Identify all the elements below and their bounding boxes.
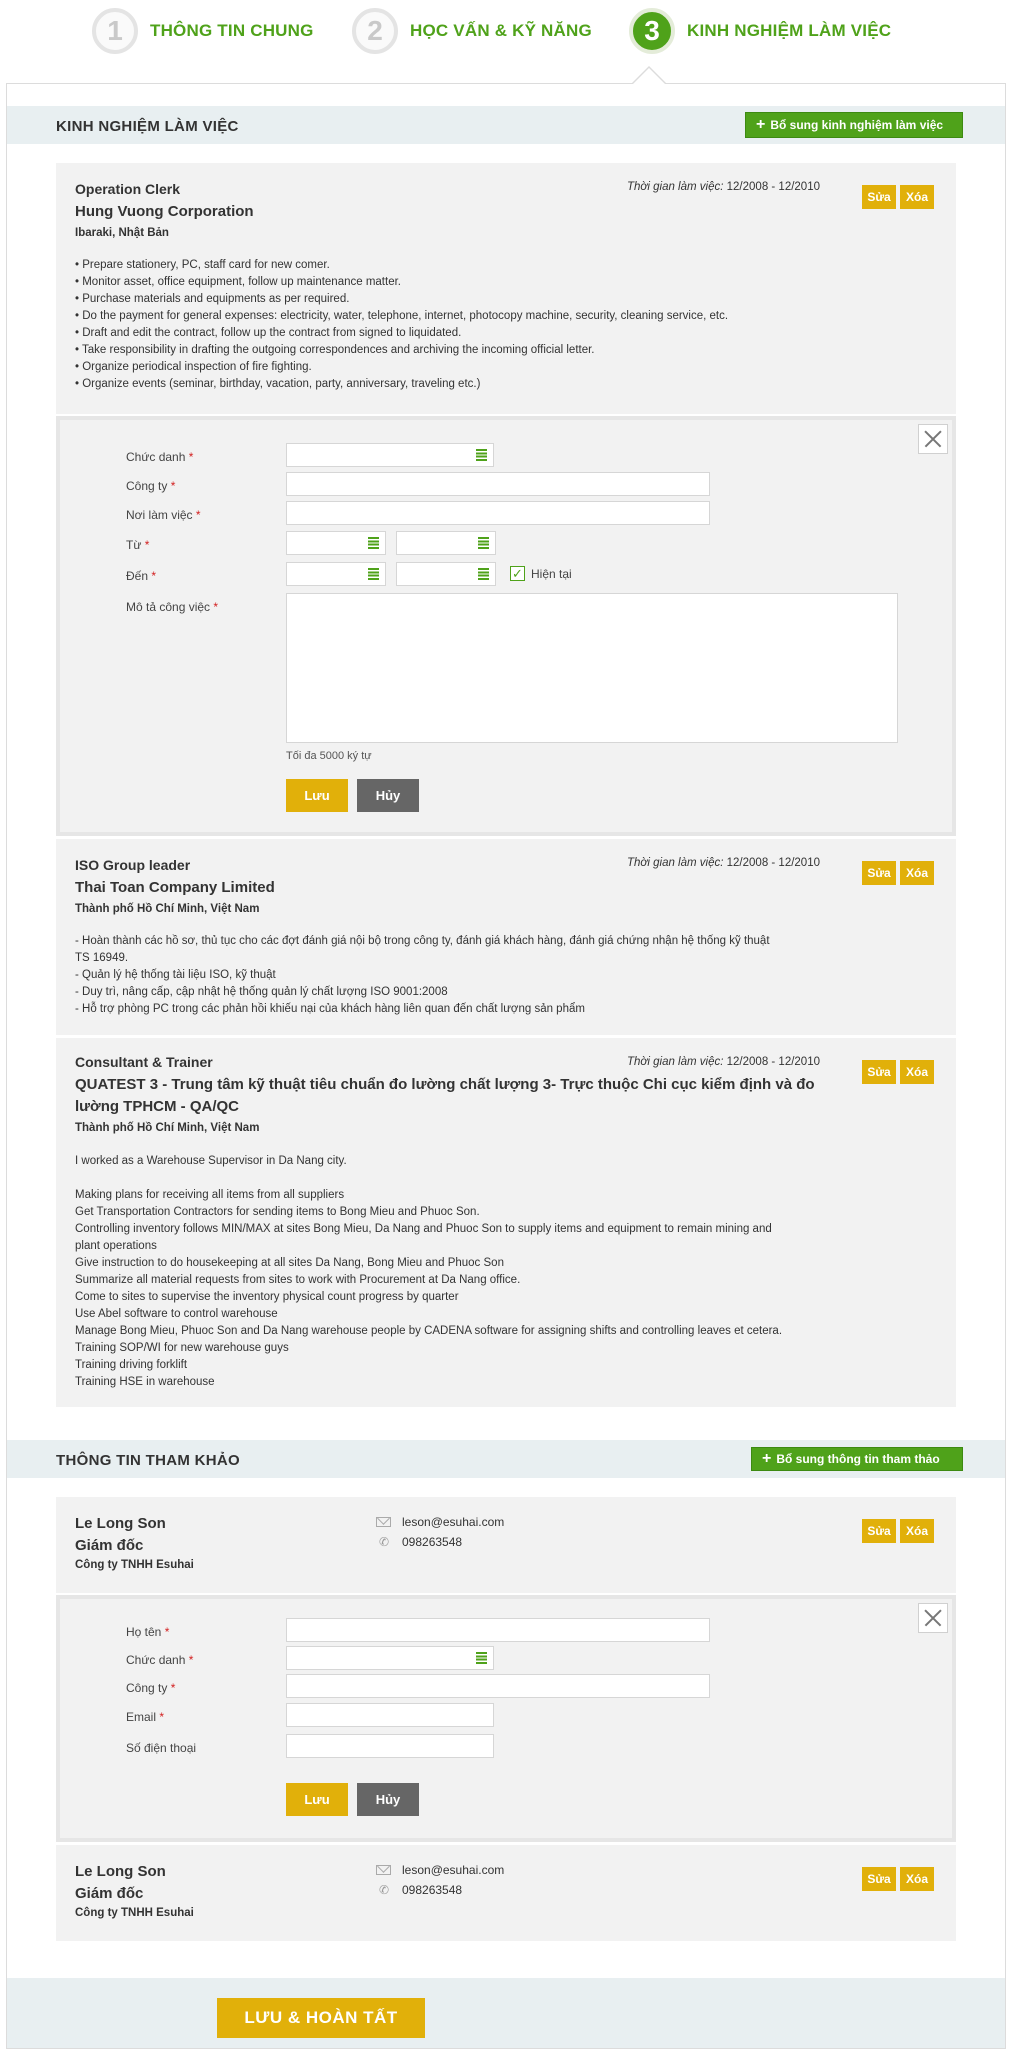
list-icon bbox=[476, 1652, 487, 1664]
title-select[interactable] bbox=[286, 1646, 494, 1670]
from-year-select[interactable] bbox=[396, 531, 496, 555]
experience-card bbox=[56, 839, 956, 1035]
edit-button[interactable]: Sửa bbox=[862, 185, 896, 209]
experience-card bbox=[56, 1038, 956, 1407]
email-label: Email * bbox=[126, 1710, 165, 1724]
save-and-finish-button[interactable]: LƯU & HOÀN TẤT bbox=[217, 1998, 425, 2038]
step-education-skills[interactable] bbox=[352, 8, 592, 54]
from-month-select[interactable] bbox=[286, 531, 386, 555]
company-label: Công ty * bbox=[126, 1681, 176, 1695]
title-label: Chức danh * bbox=[126, 450, 194, 464]
add-reference-button[interactable] bbox=[751, 1447, 963, 1471]
reference-email: leson@esuhai.com bbox=[376, 1863, 504, 1877]
work-period: Thời gian làm việc: 12/2008 - 12/2010 bbox=[627, 857, 820, 869]
cancel-button[interactable]: Hủy bbox=[357, 779, 419, 812]
delete-button[interactable]: Xóa bbox=[900, 1867, 934, 1891]
job-location: Thành phố Hồ Chí Minh, Việt Nam bbox=[75, 903, 260, 915]
step-work-experience[interactable] bbox=[629, 8, 891, 54]
job-description: I worked as a Warehouse Supervisor in Da Nang city. Making plans for receiving all items from all suppliers Get Transportation Contractors for sending items to Bong Mieu and Phuoc Son. Controlling inventory follows MIN/MAX at sites Bong Mieu, Da Nang and Phuoc Son to supply items and equipment to remain mining and plant operations Give instruction to do housekeeping at all sites Da Nang, Bong Mieu and Phuoc Son Summarize all material requests from sites to work with Procurement at Da Nang office. Come to sites to supervise the inventory physical count progress by quarter Use Abel software to control warehouse Manage Bong Mieu, Phuoc Son and Da Nang warehouse people by CADENA software for assigning shifts and controlling leaves et cetera. Training SOP/WI for new warehouse guys Training driving forklift Training HSE in warehouse bbox=[75, 1155, 783, 1388]
description-label: Mô tả công việc * bbox=[126, 600, 219, 614]
company-name: Thai Toan Company Limited bbox=[75, 879, 275, 896]
step-general-info[interactable] bbox=[92, 8, 314, 54]
phone-label: Số điện thoại bbox=[126, 1741, 197, 1755]
reference-title: Giám đốc bbox=[75, 1537, 144, 1554]
experience-card bbox=[56, 163, 956, 414]
reference-phone: ✆ 098263548 bbox=[376, 1883, 462, 1897]
job-position: Operation Clerk bbox=[75, 181, 181, 197]
title-select[interactable] bbox=[286, 443, 494, 467]
edit-button[interactable]: Sửa bbox=[862, 1519, 896, 1543]
plus-icon: + bbox=[756, 116, 766, 133]
delete-button[interactable]: Xóa bbox=[900, 861, 934, 885]
company-input[interactable] bbox=[286, 472, 710, 496]
reference-card bbox=[56, 1845, 956, 1941]
mail-icon bbox=[376, 1865, 391, 1875]
workplace-label: Nơi làm việc * bbox=[126, 508, 201, 522]
from-label: Từ * bbox=[126, 538, 150, 552]
phone-icon: ✆ bbox=[378, 1535, 390, 1549]
close-form-button[interactable] bbox=[918, 1603, 948, 1633]
reference-card bbox=[56, 1497, 956, 1593]
job-position: Consultant & Trainer bbox=[75, 1054, 213, 1070]
job-description: • Prepare stationery, PC, staff card for new comer. • Monitor asset, office equipment, follow up maintenance matter. • Purchase materials and equipments as per required. • Do the payment for general expenses: electricity, water, telephone, internet, photocopy machine, security, cleaning service, etc. • Draft and edit the contract, follow up the contract from signed to liquidated. • Take responsibility in drafting the outgoing correspondences and archiving the incoming official letter. • Organize periodical inspection of fire fighting. • Organize events (seminar, birthday, vacation, party, anniversary, traveling etc.) bbox=[75, 259, 729, 390]
workplace-input[interactable] bbox=[286, 501, 710, 525]
title-label: Chức danh * bbox=[126, 1653, 194, 1667]
reference-title: Giám đốc bbox=[75, 1885, 144, 1902]
close-form-button[interactable] bbox=[918, 424, 948, 454]
to-label: Đến * bbox=[126, 569, 157, 583]
list-icon bbox=[478, 537, 489, 549]
current-label: Hiện tại bbox=[531, 566, 572, 581]
experience-form bbox=[56, 416, 956, 836]
reference-name: Le Long Son bbox=[75, 1863, 166, 1880]
reference-company: Công ty TNHH Esuhai bbox=[75, 1907, 194, 1919]
add-reference-label: Bổ sung thông tin tham thảo bbox=[776, 1452, 940, 1466]
phone-input[interactable] bbox=[286, 1734, 494, 1758]
reference-phone: ✆ 098263548 bbox=[376, 1535, 462, 1549]
work-period: Thời gian làm việc: 12/2008 - 12/2010 bbox=[627, 1056, 820, 1068]
step-number: 2 bbox=[352, 8, 398, 54]
company-label: Công ty * bbox=[126, 479, 176, 493]
job-location: Ibaraki, Nhật Bản bbox=[75, 227, 169, 239]
delete-button[interactable]: Xóa bbox=[900, 1519, 934, 1543]
delete-button[interactable]: Xóa bbox=[900, 185, 934, 209]
name-label: Họ tên * bbox=[126, 1625, 170, 1639]
cancel-button[interactable]: Hủy bbox=[357, 1783, 419, 1816]
reference-form bbox=[56, 1595, 956, 1842]
step-label: KINH NGHIỆM LÀM VIỆC bbox=[687, 21, 892, 40]
job-location: Thành phố Hồ Chí Minh, Việt Nam bbox=[75, 1122, 260, 1134]
reference-section-header bbox=[7, 1440, 1005, 1478]
plus-icon: + bbox=[762, 1450, 772, 1467]
work-period: Thời gian làm việc: 12/2008 - 12/2010 bbox=[627, 181, 820, 193]
experience-section-header bbox=[7, 106, 1005, 144]
step-number: 3 bbox=[629, 8, 675, 54]
to-month-select[interactable] bbox=[286, 562, 386, 586]
reference-section-title: THÔNG TIN THAM KHẢO bbox=[56, 1452, 241, 1469]
phone-icon: ✆ bbox=[378, 1883, 390, 1897]
add-experience-button[interactable] bbox=[745, 112, 963, 138]
save-button[interactable]: Lưu bbox=[286, 779, 348, 812]
list-icon bbox=[368, 537, 379, 549]
reference-company: Công ty TNHH Esuhai bbox=[75, 1559, 194, 1571]
delete-button[interactable]: Xóa bbox=[900, 1060, 934, 1084]
max-length-hint: Tối đa 5000 ký tự bbox=[286, 750, 372, 762]
email-input[interactable] bbox=[286, 1703, 494, 1727]
company-name: QUATEST 3 - Trung tâm kỹ thuật tiêu chuẩn đo lường chất lượng 3- Trực thuộc Chi cục kiểm định và đo lường TPHCM - QA/QC bbox=[75, 1076, 815, 1115]
form-footer bbox=[7, 1978, 1005, 2048]
add-experience-label: Bổ sung kinh nghiệm làm việc bbox=[770, 118, 944, 132]
to-year-select[interactable] bbox=[396, 562, 496, 586]
edit-button[interactable]: Sửa bbox=[862, 1060, 896, 1084]
reference-name: Le Long Son bbox=[75, 1515, 166, 1532]
edit-button[interactable]: Sửa bbox=[862, 861, 896, 885]
company-name: Hung Vuong Corporation bbox=[75, 203, 254, 220]
edit-button[interactable]: Sửa bbox=[862, 1867, 896, 1891]
job-description: - Hoàn thành các hồ sơ, thủ tục cho các đợt đánh giá nội bộ trong công ty, đánh giá khách hàng, đánh giá chứng nhận hệ thống kỹ thuật TS 16949. - Quản lý hệ thống tài liệu ISO, kỹ thuật - Duy trì, nâng cấp, cập nhật hệ thống quản lý chất lượng ISO 9001:2008 - Hỗ trợ phòng PC trong các phản hồi khiếu nại của khách hàng liên quan đến chất lượng sản phẩm bbox=[75, 935, 770, 1015]
list-icon bbox=[368, 568, 379, 580]
job-position: ISO Group leader bbox=[75, 857, 191, 873]
list-icon bbox=[476, 449, 487, 461]
step-number: 1 bbox=[92, 8, 138, 54]
checkmark-icon: ✓ bbox=[510, 566, 525, 581]
mail-icon bbox=[376, 1517, 391, 1527]
current-checkbox[interactable] bbox=[510, 566, 572, 581]
step-label: HỌC VẤN & KỸ NĂNG bbox=[410, 21, 592, 40]
step-progress bbox=[0, 0, 1012, 80]
reference-email: leson@esuhai.com bbox=[376, 1515, 504, 1529]
list-icon bbox=[478, 568, 489, 580]
name-input[interactable] bbox=[286, 1618, 710, 1642]
step-label: THÔNG TIN CHUNG bbox=[150, 21, 314, 40]
save-button[interactable]: Lưu bbox=[286, 1783, 348, 1816]
experience-section-title: KINH NGHIỆM LÀM VIỆC bbox=[56, 118, 239, 135]
company-input[interactable] bbox=[286, 1674, 710, 1698]
description-textarea[interactable] bbox=[286, 593, 898, 743]
